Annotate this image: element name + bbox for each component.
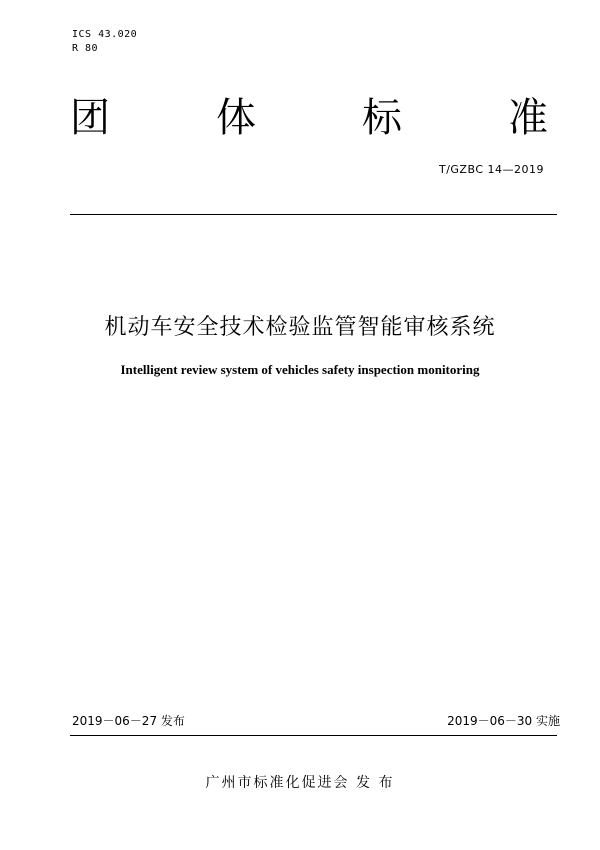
standard-type-char: 团 (70, 95, 110, 141)
classification-codes (72, 28, 137, 56)
bottom-divider (70, 735, 557, 736)
standard-type-char: 标 (362, 95, 402, 141)
standard-type-char: 体 (216, 95, 256, 141)
standard-type-heading (70, 90, 548, 146)
standard-type-char: 准 (508, 95, 548, 141)
title-english: Intelligent review system of vehicles safety inspection monitoring (120, 362, 480, 377)
ics-code: ICS 43.020 (72, 29, 138, 40)
top-divider (70, 214, 557, 215)
standard-number: T/GZBC 14—2019 (438, 163, 544, 176)
implementation-date: 2019－06－30 实施 (447, 714, 560, 728)
ccs-code: R 80 (72, 43, 99, 54)
publisher: 广州市标准化促进会 发 布 (205, 775, 395, 791)
title-chinese: 机动车安全技术检验监管智能审核系统 (104, 315, 496, 340)
issue-date: 2019－06－27 发布 (72, 714, 185, 728)
